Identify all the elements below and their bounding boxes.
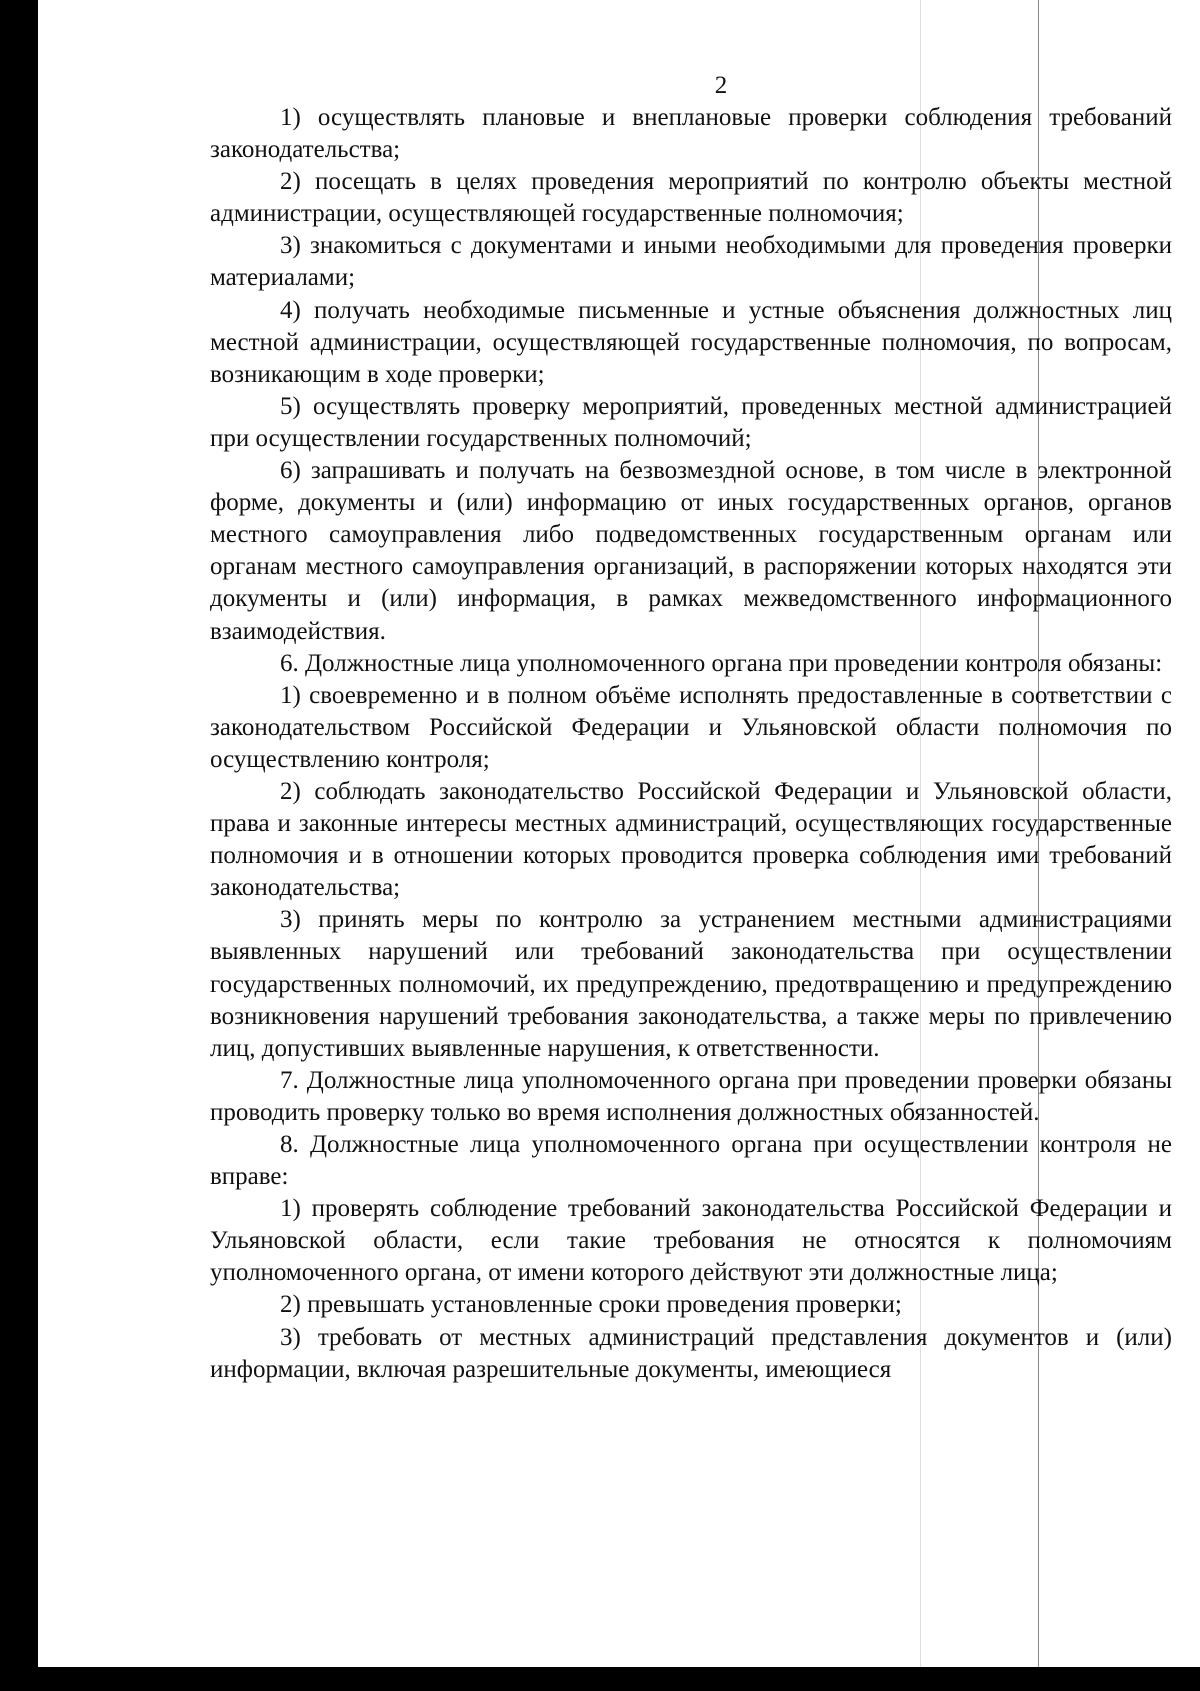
- paragraph-1-6: 6) запрашивать и получать на безвозмездной основе, в том числе в электронной форме, документы и (или) информацию от иных государственных органов, органов местного самоуправления либо подведомственных государственным органам или органам местного самоуправления организаций, в распоряжении которых находятся эти документы и (или) информация, в рамках межведомственного информационного взаимодействия.: [210, 457, 1172, 645]
- section-6-heading: 6. Должностные лица уполномоченного органа при проведении контроля обязаны:: [280, 649, 1163, 677]
- paragraph-1-4: 4) получать необходимые письменные и устные объяснения должностных лиц местной администрации, осуществляющей государственные полномочия, по вопросам, возникающим в ходе проверки;: [210, 296, 1172, 388]
- scan-left-border: [0, 0, 38, 1691]
- paragraph-8-2: 2) превышать установленные сроки проведения проверки;: [280, 1291, 902, 1319]
- paragraph-8-1: 1) проверять соблюдение требований законодательства Российской Федерации и Ульяновской области, если такие требования не относятся к полномочиям уполномоченного органа, от имени которого действуют эти должностные лица;: [210, 1195, 1172, 1287]
- paragraph-8-3: 3) требовать от местных администраций представления документов и (или) информации, включая разрешительные документы, имеющиеся: [210, 1323, 1172, 1383]
- page-number: 2: [714, 72, 728, 99]
- scan-bottom-border: [0, 1667, 1200, 1691]
- document-body: [210, 102, 1172, 1386]
- section-8-heading: 8. Должностные лица уполномоченного органа при осуществлении контроля не вправе:: [210, 1131, 1172, 1191]
- document-page: [210, 70, 1172, 1386]
- paragraph-6-3: 3) принять меры по контролю за устранением местными администрациями выявленных нарушений или требований законодательства при осуществлении государственных полномочий, их предупреждению, предотвращению и предупреждению возникновения нарушений требования законодательства, а также меры по привлечению лиц, допустивших выявленные нарушения, к ответственности.: [210, 906, 1172, 1062]
- paragraph-1-1: 1) осуществлять плановые и внеплановые проверки соблюдения требований законодательства;: [210, 104, 1172, 164]
- paragraph-1-3: 3) знакомиться с документами и иными необходимыми для проведения проверки материалами;: [210, 232, 1172, 292]
- section-7: 7. Должностные лица уполномоченного органа при проведении проверки обязаны проводить проверку только во время исполнения должностных обязанностей.: [210, 1066, 1172, 1126]
- paragraph-6-2: 2) соблюдать законодательство Российской Федерации и Ульяновской области, права и законные интересы местных администраций, осуществляющих государственные полномочия и в отношении которых проводится проверка соблюдения ими требований законодательства;: [210, 777, 1172, 902]
- paragraph-1-5: 5) осуществлять проверку мероприятий, проведенных местной администрацией при осуществлении государственных полномочий;: [210, 392, 1172, 452]
- paragraph-6-1: 1) своевременно и в полном объёме исполнять предоставленные в соответствии с законодательством Российской Федерации и Ульяновской области полномочия по осуществлению контроля;: [210, 681, 1172, 773]
- paragraph-1-2: 2) посещать в целях проведения мероприятий по контролю объекты местной администрации, осуществляющей государственные полномочия;: [210, 168, 1172, 228]
